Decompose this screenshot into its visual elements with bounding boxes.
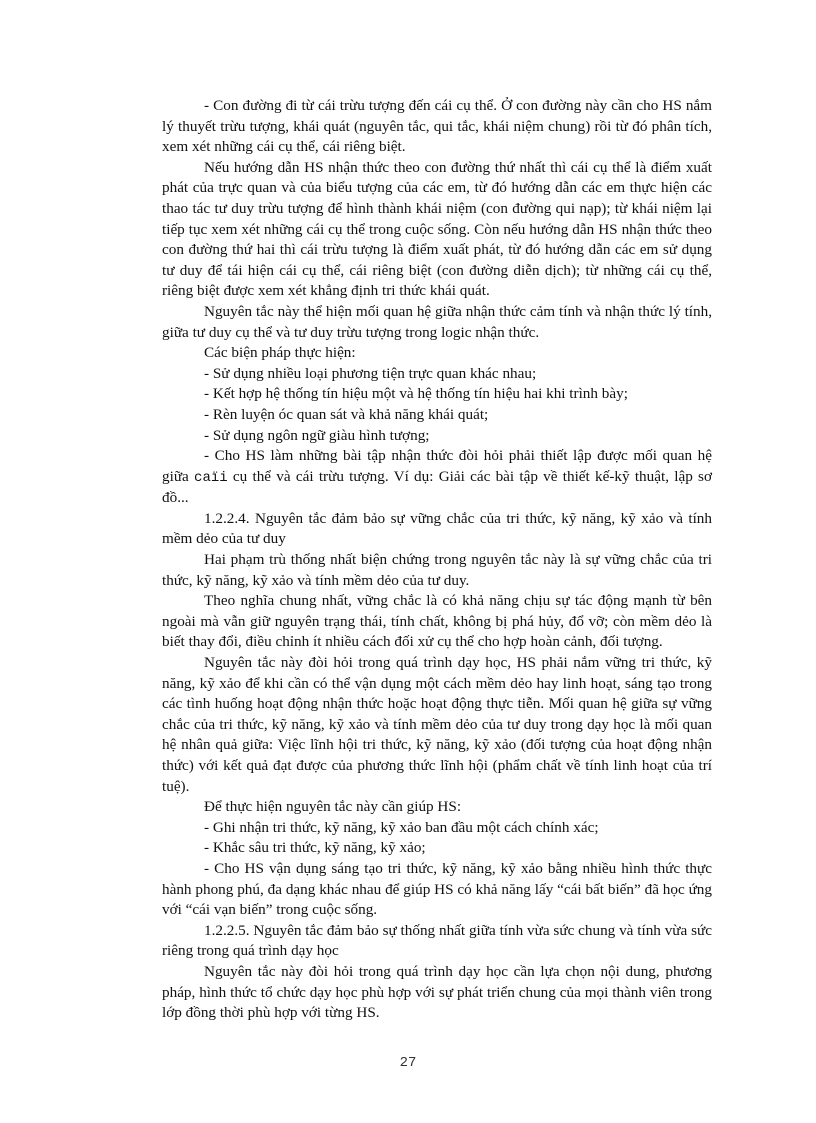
paragraph: Nguyên tắc này đòi hỏi trong quá trình dạy học, HS phải nắm vững tri thức, kỹ năng, kỹ xảo để khi cần có thể vận dụng một cách mềm dẻo hay linh hoạt, sáng tạo trong các tình huống hoạt động nhận thức hoặc hoạt động thực tiễn. Mối quan hệ giữa sự vững chắc của tri thức, kỹ năng, kỹ xảo và tính mềm dẻo của tư duy trong dạy học là mối quan hệ nhân quả giữa: Việc lĩnh hội tri thức, kỹ năng, kỹ xảo (đối tượng của hoạt động nhận thức) với kết quả đạt được của phương thức lĩnh hội (phẩm chất về tính linh hoạt của trí tuệ). (162, 654, 712, 795)
paragraph: Hai phạm trù thống nhất biện chứng trong nguyên tắc này là sự vững chắc của tri thức, kỹ năng, kỹ xảo và tính mềm dẻo của tư duy. (162, 551, 712, 589)
list-item: - Sử dụng nhiều loại phương tiện trực quan khác nhau; (204, 364, 537, 382)
list-item (162, 446, 712, 509)
paragraph: Nguyên tắc này thể hiện mối quan hệ giữa nhận thức cảm tính và nhận thức lý tính, giữa tư duy cụ thể và tư duy trừu tượng trong logic nhận thức. (162, 302, 712, 341)
page-number: 27 (399, 1055, 417, 1071)
document-page (162, 96, 712, 1024)
paragraph: Theo nghĩa chung nhất, vững chắc là có khả năng chịu sự tác động mạnh từ bên ngoài mà vẫn giữ nguyên trạng thái, tính chất, không bị phá hủy, đổ vỡ; còn mềm dẻo là biết thay đổi, điều chỉnh ít nhiều cách đối xử cụ thể cho hợp hoàn cảnh, đối tượng. (162, 592, 712, 651)
list-item: - Sử dụng ngôn ngữ giàu hình tượng; (204, 426, 430, 444)
list-item: - Cho HS vận dụng sáng tạo tri thức, kỹ năng, kỹ xảo bằng nhiều hình thức thực hành phong phú, đa dạng khác nhau để giúp HS có khả năng lấy “cái bất biến” đã học ứng với “cái vạn biến” trong cuộc sống. (162, 859, 712, 919)
list-heading: Các biện pháp thực hiện: (204, 344, 356, 362)
section-heading: 1.2.2.5. Nguyên tắc đảm bảo sự thống nhất giữa tính vừa sức chung và tính vừa sức riêng trong quá trình dạy học (162, 921, 712, 960)
list-item-text-after: cụ thể và cái trừu tượng. Ví dụ: Giải các bài tập về thiết kế-kỹ thuật, lập sơ đồ... (162, 467, 712, 507)
section-heading: 1.2.2.4. Nguyên tắc đảm bảo sự vững chắc của tri thức, kỹ năng, kỹ xảo và tính mềm dẻo của tư duy (162, 509, 712, 548)
paragraph: Nguyên tắc này đòi hỏi trong quá trình dạy học cần lựa chọn nội dung, phương pháp, hình thức tổ chức dạy học phù hợp với sự phát triển chung của mọi thành viên trong lớp đồng thời phù hợp với từng HS. (162, 962, 712, 1022)
list-item: - Kết hợp hệ thống tín hiệu một và hệ thống tín hiệu hai khi trình bày; (204, 385, 628, 403)
list-item-text-before: - Cho HS làm những bài tập nhận thức đòi hỏi phải thiết lập được mối quan hệ giữa (162, 447, 712, 485)
paragraph: - Con đường đi từ cái trừu tượng đến cái cụ thể. Ở con đường này cần cho HS nắm lý thuyết trừu tượng, khái quát (nguyên tắc, qui tắc, khái niệm chung) rồi từ đó phân tích, xem xét những cái cụ thể, cái riêng biệt. (162, 97, 712, 156)
list-item: - Rèn luyện óc quan sát và khả năng khái quát; (204, 405, 489, 423)
list-item: - Khắc sâu tri thức, kỹ năng, kỹ xảo; (204, 839, 426, 857)
mono-text: caïi (194, 469, 228, 486)
list-heading: Để thực hiện nguyên tắc này cần giúp HS: (204, 798, 462, 816)
list-item: - Ghi nhận tri thức, kỹ năng, kỹ xảo ban đầu một cách chính xác; (204, 818, 599, 836)
paragraph: Nếu hướng dẫn HS nhận thức theo con đường thứ nhất thì cái cụ thể là điểm xuất phát của trực quan và của biểu tượng của các em, từ đó hướng dẫn các em thực hiện các thao tác tư duy trừu tượng để hình thành khái niệm (con đường qui nạp); từ khái niệm lại tiếp tục xem xét những cái cụ thể trong cuộc sống. Còn nếu hướng dẫn HS nhận thức theo con đường thứ hai thì cái trừu tượng là điểm xuất phát, từ đó hướng dẫn các em sử dụng tư duy để tái hiện cái cụ thể, cái riêng biệt (con đường diễn dịch); từ những cái cụ thể, riêng biệt được xem xét khẳng định tri thức khái quát. (162, 158, 712, 300)
